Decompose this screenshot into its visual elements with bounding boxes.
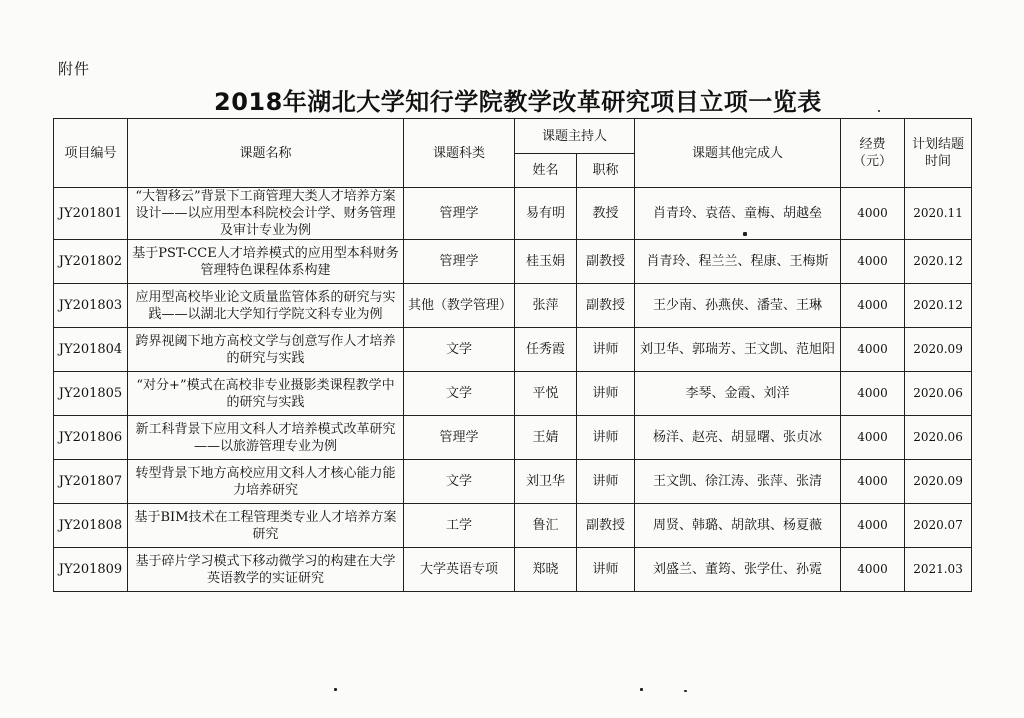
- host-title: 讲师: [577, 460, 635, 504]
- project-name: [128, 460, 404, 504]
- other-members: 王少南、孙燕侠、潘莹、王琳: [635, 284, 841, 328]
- deadline-date: 2020.11: [905, 188, 972, 240]
- header-funding: 经费（元）: [841, 119, 905, 188]
- project-code: JY201807: [54, 460, 128, 504]
- header-host-title: 职称: [577, 154, 635, 188]
- project-code: JY201809: [54, 548, 128, 592]
- project-category: 管理学: [404, 188, 515, 240]
- other-members: 杨洋、赵亮、胡显曙、张贞冰: [635, 416, 841, 460]
- project-code: JY201804: [54, 328, 128, 372]
- scan-speck: [640, 688, 643, 691]
- deadline-date: 2020.12: [905, 240, 972, 284]
- project-category: 管理学: [404, 416, 515, 460]
- page-title: 2018年湖北大学知行学院教学改革研究项目立项一览表: [214, 88, 822, 116]
- host-name: 桂玉娟: [515, 240, 577, 284]
- table-row: [54, 548, 972, 592]
- project-category: 工学: [404, 504, 515, 548]
- funding-amount: 4000: [841, 188, 905, 240]
- other-members: 刘卫华、郭瑞芳、王文凯、范旭阳: [635, 328, 841, 372]
- header-host-group: 课题主持人: [515, 119, 635, 154]
- host-title: 讲师: [577, 372, 635, 416]
- project-code: JY201806: [54, 416, 128, 460]
- funding-amount: 4000: [841, 504, 905, 548]
- project-table: [53, 118, 972, 592]
- host-title: 副教授: [577, 240, 635, 284]
- deadline-date: 2021.03: [905, 548, 972, 592]
- funding-amount: 4000: [841, 460, 905, 504]
- deadline-date: 2020.12: [905, 284, 972, 328]
- project-name: [128, 240, 404, 284]
- deadline-date: 2020.07: [905, 504, 972, 548]
- host-name: 王婧: [515, 416, 577, 460]
- host-title: 副教授: [577, 504, 635, 548]
- project-name-text: 基于碎片学习模式下移动微学习的构建在大学英语教学的实证研究: [135, 553, 396, 586]
- project-name-text: 基于BIM技术在工程管理类专业人才培养方案研究: [134, 509, 397, 542]
- deadline-date: 2020.06: [905, 372, 972, 416]
- table-row: [54, 240, 972, 284]
- project-name: [128, 328, 404, 372]
- header-deadline: 计划结题时间: [905, 119, 972, 188]
- other-members: 肖青玲、袁蓓、童梅、胡越垒: [635, 188, 841, 240]
- project-name: [128, 372, 404, 416]
- table-row: [54, 416, 972, 460]
- deadline-date: 2020.09: [905, 328, 972, 372]
- deadline-date: 2020.06: [905, 416, 972, 460]
- project-category: 大学英语专项: [404, 548, 515, 592]
- host-title: 讲师: [577, 328, 635, 372]
- header-members: 课题其他完成人: [635, 119, 841, 188]
- table-header: [54, 119, 972, 188]
- host-name: 鲁汇: [515, 504, 577, 548]
- funding-amount: 4000: [841, 372, 905, 416]
- project-category: 文学: [404, 460, 515, 504]
- funding-amount: 4000: [841, 284, 905, 328]
- project-name-text: 基于PST-CCE人才培养模式的应用型本科财务管理特色课程体系构建: [132, 245, 399, 278]
- header-category: 课题科类: [404, 119, 515, 188]
- project-name-text: “对分+”模式在高校非专业摄影类课程教学中的研究与实践: [136, 377, 395, 410]
- host-name: 刘卫华: [515, 460, 577, 504]
- project-category: 其他（教学管理）: [404, 284, 515, 328]
- scan-speck: [334, 688, 337, 691]
- host-name: 张萍: [515, 284, 577, 328]
- project-name: [128, 416, 404, 460]
- scan-speck: [684, 690, 687, 692]
- project-name-text: 转型背景下地方高校应用文科人才核心能力能力培养研究: [135, 465, 396, 498]
- host-title: 副教授: [577, 284, 635, 328]
- project-name-text: 跨界视阈下地方高校文学与创意写作人才培养的研究与实践: [135, 333, 396, 366]
- project-category: 文学: [404, 372, 515, 416]
- header-code: 项目编号: [54, 119, 128, 188]
- project-category: 文学: [404, 328, 515, 372]
- host-title: 教授: [577, 188, 635, 240]
- attachment-label: 附件: [58, 60, 91, 78]
- scan-speck: [878, 110, 880, 112]
- table-row: [54, 372, 972, 416]
- table-row: [54, 504, 972, 548]
- table-row: [54, 460, 972, 504]
- host-title: 讲师: [577, 548, 635, 592]
- other-members: 周贤、韩璐、胡歆琪、杨夏薇: [635, 504, 841, 548]
- other-members: 刘盛兰、董筠、张学仕、孙霓: [635, 548, 841, 592]
- header-name: 课题名称: [128, 119, 404, 188]
- funding-amount: 4000: [841, 548, 905, 592]
- project-name: [128, 504, 404, 548]
- deadline-date: 2020.09: [905, 460, 972, 504]
- project-code: JY201801: [54, 188, 128, 240]
- funding-amount: 4000: [841, 240, 905, 284]
- other-members: 王文凯、徐江涛、张萍、张清: [635, 460, 841, 504]
- table-row: [54, 284, 972, 328]
- project-name-text: 应用型高校毕业论文质量监管体系的研究与实践——以湖北大学知行学院文科专业为例: [135, 289, 396, 322]
- table-body: [54, 188, 972, 592]
- host-title: 讲师: [577, 416, 635, 460]
- funding-amount: 4000: [841, 416, 905, 460]
- project-category: 管理学: [404, 240, 515, 284]
- project-name: [128, 284, 404, 328]
- project-name-text: “大智移云”背景下工商管理大类人才培养方案设计——以应用型本科院校会计学、财务管理及审计专业为例: [135, 189, 396, 238]
- funding-amount: 4000: [841, 328, 905, 372]
- host-name: 平悦: [515, 372, 577, 416]
- project-code: JY201803: [54, 284, 128, 328]
- project-name-text: 新工科背景下应用文科人才培养模式改革研究——以旅游管理专业为例: [135, 421, 396, 454]
- host-name: 任秀霞: [515, 328, 577, 372]
- scan-speck: [743, 232, 747, 236]
- project-code: JY201808: [54, 504, 128, 548]
- header-host-name: 姓名: [515, 154, 577, 188]
- project-code: JY201805: [54, 372, 128, 416]
- host-name: 郑晓: [515, 548, 577, 592]
- project-name: [128, 188, 404, 240]
- host-name: 易有明: [515, 188, 577, 240]
- project-code: JY201802: [54, 240, 128, 284]
- table-row: [54, 328, 972, 372]
- table-row: [54, 188, 972, 240]
- project-name: [128, 548, 404, 592]
- other-members: 肖青玲、程兰兰、程康、王梅斯: [635, 240, 841, 284]
- other-members: 李琴、金霞、刘洋: [635, 372, 841, 416]
